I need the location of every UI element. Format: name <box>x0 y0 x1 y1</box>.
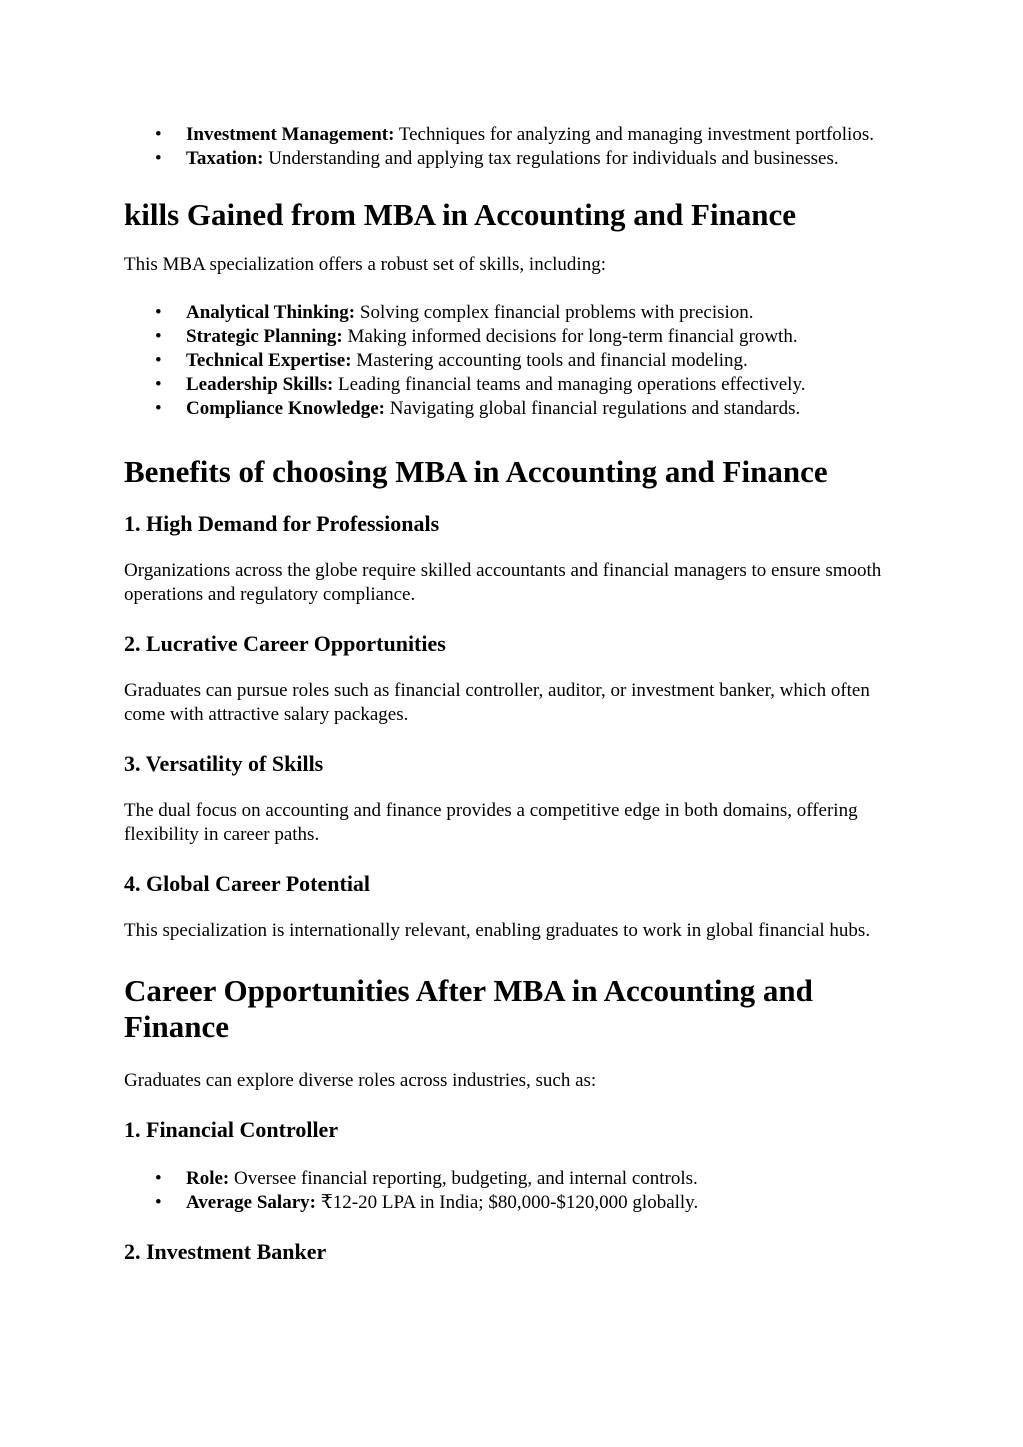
list-item-desc: Oversee financial reporting, budgeting, and internal controls. <box>229 1168 698 1189</box>
career-role-details <box>124 1167 914 1215</box>
benefit-title: 4. Global Career Potential <box>124 871 371 896</box>
benefit-text: This specialization is internationally relevant, enabling graduates to work in global financial hubs. <box>124 920 871 941</box>
list-item-term: Analytical Thinking: <box>186 302 356 323</box>
career-role-title: 1. Financial Controller <box>124 1117 339 1142</box>
benefit-text: The dual focus on accounting and finance provides a competitive edge in both domains, offering flexibility in career paths. <box>124 800 858 845</box>
list-item-desc: Leading financial teams and managing operations effectively. <box>333 374 806 395</box>
skills-heading: kills Gained from MBA in Accounting and Finance <box>124 197 797 232</box>
list-item <box>124 397 914 421</box>
benefit-title: 2. Lucrative Career Opportunities <box>124 631 446 656</box>
benefit-title: 3. Versatility of Skills <box>124 751 324 776</box>
career-role-title: 2. Investment Banker <box>124 1239 327 1264</box>
list-item-desc: Solving complex financial problems with precision. <box>355 302 754 323</box>
list-item <box>124 123 914 147</box>
list-item-desc: Navigating global financial regulations and standards. <box>384 398 801 419</box>
list-item <box>124 349 914 373</box>
list-item-desc: Mastering accounting tools and financial modeling. <box>351 350 748 371</box>
list-item <box>124 325 914 349</box>
list-item-desc: Making informed decisions for long-term financial growth. <box>342 326 798 347</box>
list-item-term: Role: <box>186 1168 230 1189</box>
list-item <box>124 373 914 397</box>
list-item <box>124 1167 914 1191</box>
benefit-text: Graduates can pursue roles such as financial controller, auditor, or investment banker, which often come with attractive salary packages. <box>124 680 870 725</box>
list-item-term: Leadership Skills: <box>186 374 334 395</box>
top-bullet-list <box>124 123 914 171</box>
list-item-desc: Techniques for analyzing and managing investment portfolios. <box>394 124 874 145</box>
list-item <box>124 301 914 325</box>
skills-intro: This MBA specialization offers a robust set of skills, including: <box>124 254 606 275</box>
list-item-term: Technical Expertise: <box>186 350 352 371</box>
careers-intro: Graduates can explore diverse roles across industries, such as: <box>124 1070 597 1091</box>
list-item-term: Compliance Knowledge: <box>186 398 385 419</box>
benefit-title: 1. High Demand for Professionals <box>124 511 440 536</box>
document-content <box>124 123 914 1265</box>
benefits-heading: Benefits of choosing MBA in Accounting and Finance <box>124 454 828 489</box>
list-item-desc: ₹12-20 LPA in India; $80,000-$120,000 globally. <box>315 1192 699 1213</box>
list-item-term: Strategic Planning: <box>186 326 343 347</box>
list-item <box>124 147 914 171</box>
benefit-text: Organizations across the globe require skilled accountants and financial managers to ensure smooth operations and regulatory compliance. <box>124 560 882 605</box>
list-item-term: Taxation: <box>186 148 264 169</box>
list-item <box>124 1191 914 1215</box>
list-item-desc: Understanding and applying tax regulations for individuals and businesses. <box>263 148 839 169</box>
list-item-term: Average Salary: <box>186 1192 316 1213</box>
careers-heading: Career Opportunities After MBA in Accounting and Finance <box>124 973 813 1044</box>
list-item-term: Investment Management: <box>186 124 395 145</box>
skills-list <box>124 301 914 421</box>
